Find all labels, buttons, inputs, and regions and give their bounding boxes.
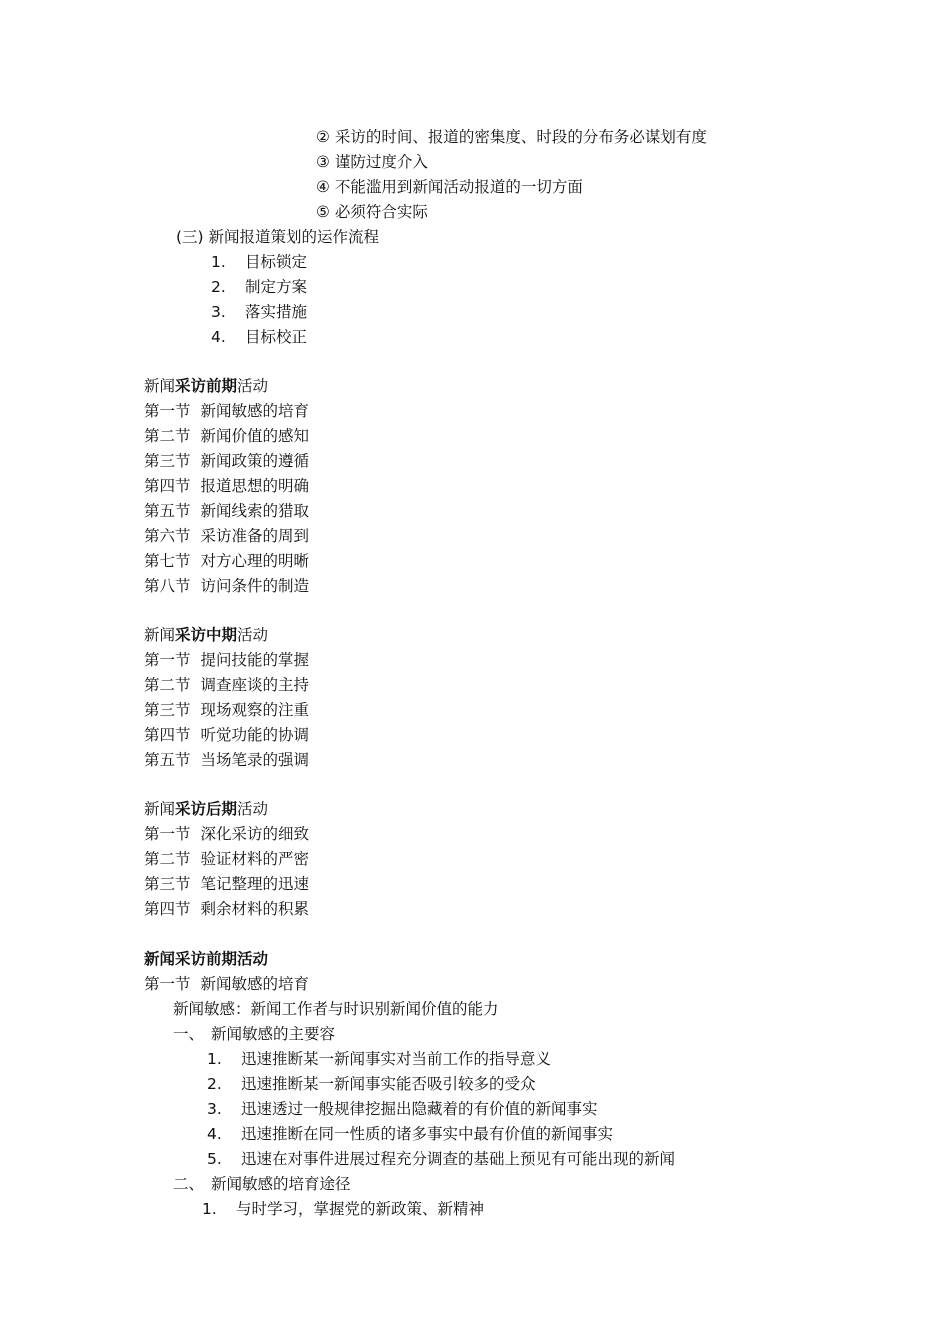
title-bold: 采访中期: [175, 626, 238, 644]
item-number: 2.: [207, 1075, 222, 1093]
criteria-item: ③ 谨防过度介入: [316, 153, 428, 171]
step-text: 目标校正: [245, 328, 308, 346]
item-number: 1.: [207, 1050, 222, 1068]
item-number: 3.: [207, 1100, 222, 1118]
section-title: 报道思想的明确: [200, 477, 310, 495]
step-text: 落实措施: [245, 303, 308, 321]
section-line: [144, 824, 309, 844]
definition: 新闻敏感：新闻工作者与时识别新闻价值的能力: [173, 1000, 499, 1018]
title-bold: 采访前期: [175, 377, 238, 395]
criteria-item: ⑤ 必须符合实际: [316, 203, 428, 221]
title-suffix: 活动: [237, 377, 269, 395]
chapter-title-post: [144, 799, 268, 819]
process-heading: (三) 新闻报道策划的运作流程: [176, 228, 380, 246]
item-number: 5.: [207, 1150, 222, 1168]
part1-heading: [173, 1024, 335, 1044]
section-number: 第五节: [144, 502, 191, 520]
criteria-item: ② 采访的时间、报道的密集度、时段的分布务必谋划有度: [316, 128, 707, 146]
item-text: 迅速在对事件进展过程充分调查的基础上预见有可能出现的新闻: [241, 1150, 676, 1168]
section-line: [144, 501, 309, 521]
step-number: 2.: [211, 278, 226, 296]
item-number: 1.: [202, 1200, 217, 1218]
section-number: 第四节: [144, 900, 191, 918]
section-number: 第二节: [144, 676, 191, 694]
heading-text: 新闻敏感的培育途径: [211, 1175, 351, 1193]
heading-number: 一、: [173, 1025, 205, 1043]
detail-section-line: [144, 974, 309, 994]
section-line: [144, 849, 309, 869]
item-number: 4.: [207, 1125, 222, 1143]
criteria-item: ④ 不能滥用到新闻活动报道的一切方面: [316, 178, 583, 196]
section-title: 新闻敏感的培育: [200, 402, 310, 420]
section-title: 访问条件的制造: [200, 577, 310, 595]
section-title: 听觉功能的协调: [200, 726, 310, 744]
section-number: 第一节: [144, 825, 191, 843]
section-line: [144, 899, 309, 919]
heading-text: 新闻敏感的主要容: [211, 1025, 336, 1043]
section-line: [144, 551, 309, 571]
section-number: 第八节: [144, 577, 191, 595]
chapter-title-pre: [144, 376, 268, 396]
part2-heading: [173, 1174, 351, 1194]
section-line: [144, 426, 309, 446]
section-title: 验证材料的严密: [200, 850, 310, 868]
section-number: 第二节: [144, 850, 191, 868]
section-title: 当场笔录的强调: [200, 751, 310, 769]
step-number: 1.: [211, 253, 226, 271]
list-item: [207, 1149, 675, 1169]
section-number: 第六节: [144, 527, 191, 545]
section-number: 第一节: [144, 402, 191, 420]
item-text: 迅速推断在同一性质的诸多事实中最有价值的新闻事实: [241, 1125, 614, 1143]
step-number: 3.: [211, 303, 226, 321]
section-title: 采访准备的周到: [200, 527, 310, 545]
section-line: [144, 401, 309, 421]
list-item: [207, 1124, 613, 1144]
process-step: [211, 302, 307, 322]
section-line: [144, 451, 309, 471]
section-title: 剩余材料的积累: [200, 900, 310, 918]
section-line: [144, 576, 309, 596]
section-line: [144, 700, 309, 720]
section-title: 笔记整理的迅速: [200, 875, 310, 893]
title-bold: 采访后期: [175, 800, 238, 818]
detail-title: [144, 949, 268, 969]
section-title: 新闻敏感的培育: [200, 975, 310, 993]
section-number: 第一节: [144, 975, 191, 993]
title-prefix: 新闻: [144, 377, 176, 395]
detail-title-text: 新闻采访前期活动: [144, 950, 269, 968]
item-text: 迅速透过一般规律挖掘出隐藏着的有价值的新闻事实: [241, 1100, 598, 1118]
section-number: 第三节: [144, 452, 191, 470]
heading-number: 二、: [173, 1175, 205, 1193]
section-number: 第五节: [144, 751, 191, 769]
section-title: 新闻线索的猎取: [200, 502, 310, 520]
section-title: 调查座谈的主持: [200, 676, 310, 694]
section-number: 第七节: [144, 552, 191, 570]
section-line: [144, 874, 309, 894]
process-step: [211, 277, 307, 297]
step-text: 制定方案: [245, 278, 308, 296]
section-line: [144, 476, 309, 496]
title-suffix: 活动: [237, 800, 269, 818]
chapter-title-mid: [144, 625, 268, 645]
section-number: 第四节: [144, 726, 191, 744]
item-text: 迅速推断某一新闻事实能否吸引较多的受众: [241, 1075, 536, 1093]
section-title: 提问技能的掌握: [200, 651, 310, 669]
process-step: [211, 327, 307, 347]
list-item: [202, 1199, 484, 1219]
section-line: [144, 526, 309, 546]
section-title: 新闻价值的感知: [200, 427, 310, 445]
item-text: 与时学习，掌握党的新政策、新精神: [236, 1200, 485, 1218]
step-number: 4.: [211, 328, 226, 346]
section-line: [144, 675, 309, 695]
title-suffix: 活动: [237, 626, 269, 644]
section-title: 新闻政策的遵循: [200, 452, 310, 470]
section-line: [144, 750, 309, 770]
section-number: 第三节: [144, 875, 191, 893]
item-text: 迅速推断某一新闻事实对当前工作的指导意义: [241, 1050, 552, 1068]
step-text: 目标锁定: [245, 253, 308, 271]
section-title: 深化采访的细致: [200, 825, 310, 843]
section-number: 第一节: [144, 651, 191, 669]
title-prefix: 新闻: [144, 626, 176, 644]
process-step: [211, 252, 307, 272]
section-title: 现场观察的注重: [200, 701, 310, 719]
list-item: [207, 1099, 598, 1119]
list-item: [207, 1074, 536, 1094]
list-item: [207, 1049, 551, 1069]
section-line: [144, 650, 309, 670]
title-prefix: 新闻: [144, 800, 176, 818]
section-number: 第二节: [144, 427, 191, 445]
section-number: 第四节: [144, 477, 191, 495]
section-number: 第三节: [144, 701, 191, 719]
section-line: [144, 725, 309, 745]
section-title: 对方心理的明晰: [200, 552, 310, 570]
